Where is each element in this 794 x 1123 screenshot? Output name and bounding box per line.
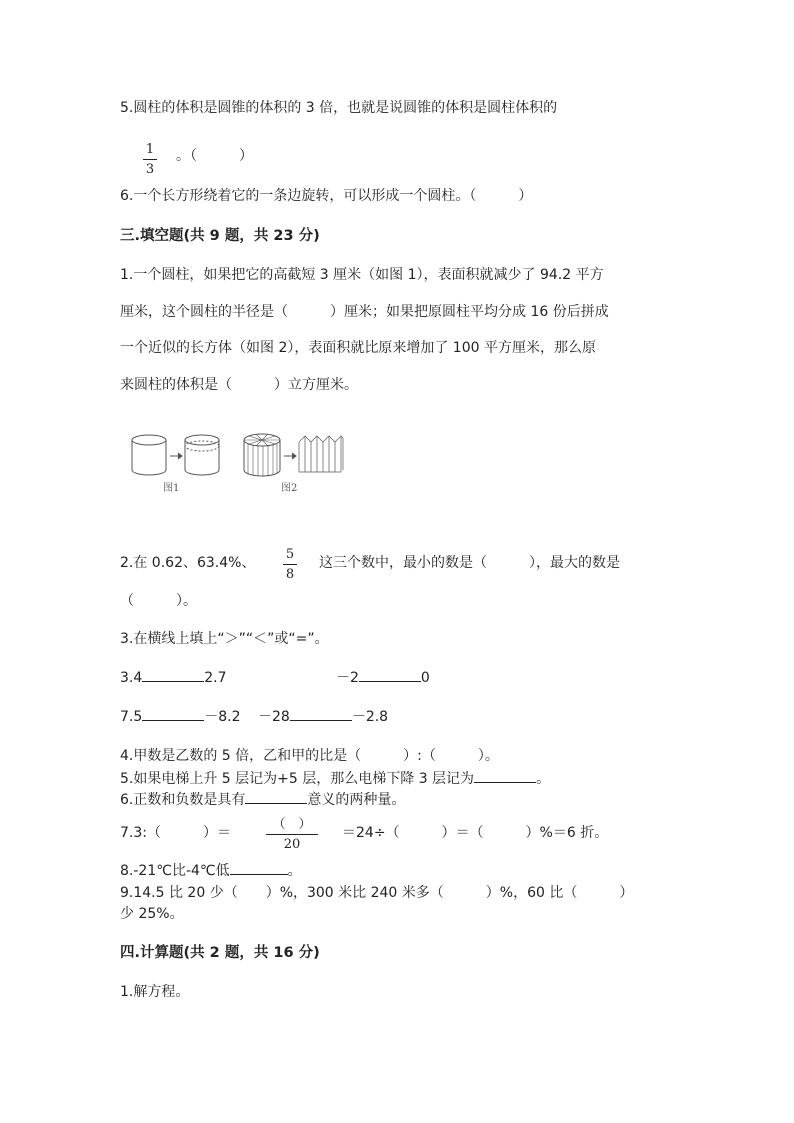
s3-q6-prefix: 6.正数和负数是具有 — [120, 792, 246, 808]
s3-q4-text: 4.甲数是乙数的 5 倍，乙和甲的比是（ ）:（ ）。 — [120, 748, 499, 764]
fraction-numerator: 5 — [285, 547, 295, 562]
s3-q8-prefix: 8.-21℃比-4℃低 — [120, 863, 230, 879]
compare-blank[interactable] — [142, 680, 204, 682]
s3-q3-b — [336, 671, 430, 685]
section4-heading: 四.计算题(共 2 题，共 16 分) — [120, 945, 320, 961]
fraction-numerator[interactable]: （ ） — [272, 817, 312, 832]
compare-blank[interactable] — [142, 719, 204, 721]
tf-q5-answer-blank[interactable]: 。（ ） — [176, 148, 253, 164]
s3-q6-suffix: 意义的两种量。 — [307, 792, 406, 808]
fraction-denominator: 8 — [285, 567, 295, 582]
tf-q6-text: 6.一个长方形绕着它的一条边旋转，可以形成一个圆柱。（ ） — [120, 188, 533, 204]
s3-q8 — [120, 864, 302, 878]
s4-q1-text: 1.解方程。 — [120, 984, 190, 1000]
compare-right: －2.8 — [351, 709, 389, 725]
compare-right: 0 — [420, 670, 430, 686]
compare-left: －28 — [258, 709, 290, 725]
figure2-label: 图2 — [281, 483, 298, 494]
s3-q6 — [120, 793, 405, 807]
fraction-denominator: 3 — [145, 162, 155, 177]
compare-blank[interactable] — [290, 719, 352, 721]
compare-blank[interactable] — [359, 680, 421, 682]
s3-q2-fraction — [283, 548, 297, 581]
s3-q7-suffix: ＝24÷（ ）＝（ ）%＝6 折。 — [342, 825, 609, 841]
s3-q2-prefix: 2.在 0.62、63.4%、 — [120, 555, 256, 571]
s3-q1-line3: 一个近似的长方体（如图 2），表面积就比原来增加了 100 平方厘米，那么原 — [120, 340, 596, 356]
tf-q5-fraction — [143, 143, 157, 176]
compare-left: 3.4 — [120, 670, 143, 686]
fraction-numerator: 1 — [145, 142, 155, 157]
s3-q5-suffix: 。 — [536, 771, 551, 787]
answer-blank[interactable] — [230, 873, 288, 875]
answer-blank[interactable] — [245, 802, 307, 804]
s3-q1-line1: 1.一个圆柱，如果把它的高截短 3 厘米（如图 1），表面积就减少了 94.2 平方 — [120, 267, 604, 283]
section3-heading: 三.填空题(共 9 题，共 23 分) — [120, 228, 320, 244]
compare-left: －2 — [336, 670, 359, 686]
compare-right: －8.2 — [204, 709, 241, 725]
s3-q9-line2: 少 25%。 — [120, 906, 184, 922]
answer-blank[interactable] — [474, 781, 536, 783]
s3-q7-fraction — [266, 818, 318, 851]
s3-q7-prefix: 7.3:（ ）＝ — [120, 825, 231, 841]
compare-left: 7.5 — [120, 709, 143, 725]
s3-q1-line4: 来圆柱的体积是（ ）立方厘米。 — [120, 377, 358, 393]
s3-q1-line2: 厘米，这个圆柱的半径是（ ）厘米；如果把原圆柱平均分成 16 份后拼成 — [120, 304, 609, 320]
s3-q2-line2: （ ）。 — [120, 593, 197, 609]
s3-q5-prefix: 5.如果电梯上升 5 层记为+5 层，那么电梯下降 3 层记为 — [120, 771, 475, 787]
s3-q3-text: 3.在横线上填上“＞”“＜”或“=”。 — [120, 631, 329, 647]
figure1-label: 图1 — [163, 483, 180, 494]
s3-q3-a — [120, 671, 227, 685]
s3-q3-d — [258, 710, 388, 724]
s3-q9-line1: 9.14.5 比 20 少（ ）%，300 米比 240 米多（ ）%，60 比（ ） — [120, 885, 634, 901]
tf-q5-text: 5.圆柱的体积是圆锥的体积的 3 倍，也就是说圆锥的体积是圆柱体积的 — [120, 100, 558, 116]
s3-q5 — [120, 772, 550, 786]
fraction-denominator: 20 — [283, 837, 301, 852]
s3-q3-c — [120, 710, 241, 724]
s3-q8-suffix: 。 — [287, 863, 302, 879]
s3-q2-text: 这三个数中，最小的数是（ ），最大的数是 — [319, 555, 620, 571]
compare-right: 2.7 — [204, 670, 227, 686]
cylinder-figures — [125, 428, 350, 500]
